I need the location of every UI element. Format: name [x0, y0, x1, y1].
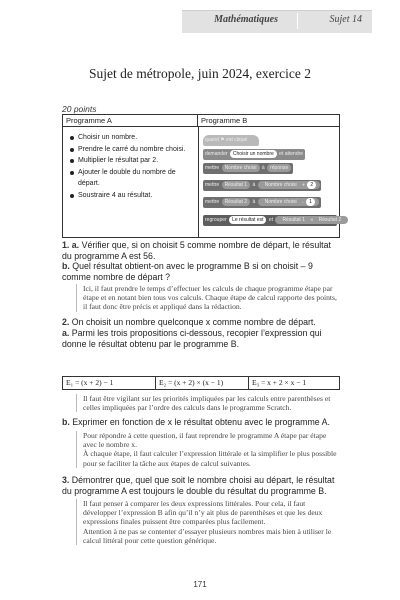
question-text: Quel résultat obtient-on avec le programme B si on choisit – 9 comme nombre de départ ? [62, 261, 313, 282]
green-flag-icon: ⚑ [220, 137, 225, 143]
expression-e1: E₁ = (x + 2) − 1 [66, 378, 114, 387]
scratch-text: - [302, 199, 304, 205]
scratch-text: quand [205, 137, 219, 143]
scratch-join-block [203, 215, 342, 226]
hint-paragraph: Attention à ne pas se contenter d’essayer plusieurs nombres mais bien à utiliser le calcul littéral pour cette question générique. [83, 526, 332, 545]
question-3 [62, 475, 340, 496]
question-label: b. [62, 261, 70, 271]
scratch-program [203, 133, 342, 233]
program-a-steps [69, 132, 197, 202]
question-text: Démontrer que, quel que soit le nombre choisi au départ, le résultat du programme A est toujours le double du résultat du programme B. [62, 475, 335, 496]
program-a-step: Multiplier le résultat par 2. [69, 155, 197, 167]
scratch-text: + [302, 182, 305, 188]
scratch-variable: Nombre choisi [262, 181, 300, 189]
question-label: 3. [62, 475, 70, 485]
scratch-text: est cliqué [226, 137, 248, 143]
program-a-step: Ajouter le double du nombre de départ. [69, 167, 197, 190]
scratch-text: et attendre [279, 151, 304, 157]
scratch-operator [258, 181, 320, 189]
scratch-variable: Résultat 2 [316, 216, 345, 224]
scratch-variable: Résultat 1 [279, 216, 308, 224]
scratch-input: Choisir un nombre [230, 150, 277, 158]
program-a-step: Soustraire 4 au résultat. [69, 190, 197, 202]
hint-paragraph: Il faut penser à comparer les deux expressions littérales. Pour cela, il faut développer l’expression B afin qu’il n’y ait plus de parenthèses et que les deux expressions finales puissent être comparées plus facilement. [83, 499, 323, 527]
program-a-header: Programme A [63, 115, 198, 126]
question-label: 2. [62, 317, 70, 327]
question-text: Exprimer en fonction de x le résultat obtenu avec le programme A. [72, 417, 330, 427]
hint-box [76, 499, 338, 545]
scratch-input: Le résultat est [229, 216, 266, 224]
table-divider [198, 126, 199, 237]
hint-paragraph: À chaque étape, il faut calculer l’expression littérale et la simplifier le plus possible pour se faciliter la tâche aux étapes de calcul suivantes. [83, 449, 337, 468]
scratch-text: à [261, 165, 265, 171]
question-1a [62, 240, 340, 261]
scratch-text: × [310, 217, 314, 223]
table-divider [63, 126, 339, 127]
scratch-variable: Résultat 2 [222, 198, 251, 206]
scratch-text: mettre [205, 182, 220, 188]
points-label: 20 points [62, 104, 97, 114]
program-a-step: Prendre le carré du nombre choisi. [69, 144, 197, 156]
scratch-text: regrouper [205, 217, 227, 223]
scratch-text: et [268, 217, 274, 223]
question-1b [62, 261, 340, 282]
scratch-variable: Nombre choisi [262, 198, 300, 206]
expression-e3: E₃ = x + 2 × x − 1 [252, 378, 307, 387]
question-2 [62, 317, 340, 328]
hint-box [76, 431, 338, 468]
hint-box: Il faut être vigilant sur les priorités impliquées par les calculs entre parenthèses et celles impliquées par l’ordre des calculs dans le programme Scratch. [76, 394, 338, 412]
scratch-operator [275, 216, 348, 224]
expression-e2: E₂ = (x + 2) × (x − 1) [159, 378, 224, 387]
scratch-ask-block [203, 149, 305, 160]
scratch-set-block [203, 197, 321, 208]
question-text: On choisit un nombre quelconque x comme nombre de départ. [71, 317, 316, 327]
program-a-step: Choisir un nombre. [69, 132, 197, 144]
hint-box: Ici, il faut prendre le temps d’effectuer les calculs de chaque programme étape par étape et en notant bien tous vos calculs. Chaque étape de calcul rapporte des points, il faut donc être précis et appliqué dans la rédaction. [76, 284, 338, 312]
page-number: 171 [193, 580, 207, 589]
question-label: a. [62, 328, 70, 338]
scratch-when-flag-block [203, 135, 259, 146]
header-divider [297, 13, 298, 29]
question-label: b. [62, 417, 70, 427]
scratch-variable: Résultat 1 [222, 181, 251, 189]
question-label: 1. a. [62, 240, 80, 250]
question-2a [62, 328, 340, 349]
scratch-operator [258, 198, 319, 206]
scratch-set-block [203, 180, 321, 191]
question-2b [62, 417, 340, 428]
scratch-variable: Nombre choisi [222, 164, 260, 172]
scratch-input: 2 [307, 181, 316, 189]
expressions-table [62, 376, 340, 390]
scratch-set-block [203, 163, 293, 174]
scratch-input: 1 [306, 198, 315, 206]
question-text: Parmi les trois propositions ci-dessous, recopier l’expression qui donne le résultat obtenu par le programme B. [62, 328, 322, 349]
scratch-reporter: réponse [267, 164, 291, 172]
scratch-text: mettre [205, 165, 220, 171]
scratch-text: mettre [205, 199, 220, 205]
scratch-text: à [252, 199, 256, 205]
header-subject-number: Sujet 14 [329, 14, 362, 25]
hint-paragraph: Pour répondre à cette question, il faut reprendre le programme A étape par étape avec le nombre x. [83, 431, 327, 450]
program-b-header: Programme B [201, 116, 248, 125]
scratch-text: demander [205, 151, 228, 157]
running-header [0, 10, 400, 32]
page-title: Sujet de métropole, juin 2024, exercice 2 [89, 66, 311, 81]
header-subject: Mathématiques [214, 14, 278, 25]
question-text: Vérifier que, si on choisit 5 comme nombre de départ, le résultat du programme A est 56. [62, 240, 331, 261]
program-table [62, 114, 340, 238]
scratch-text: à [252, 182, 256, 188]
